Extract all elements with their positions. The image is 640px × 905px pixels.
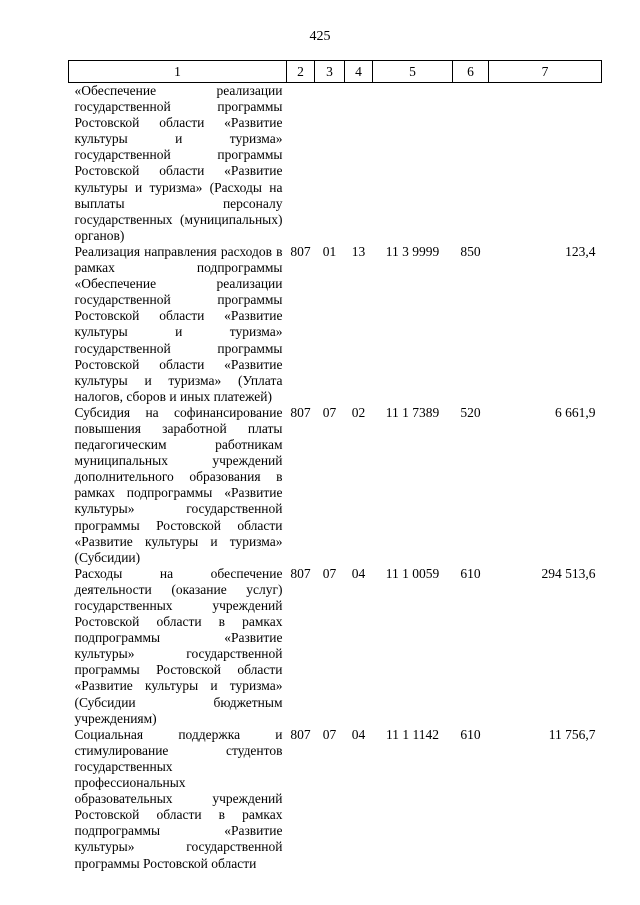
row-code-2: 807 xyxy=(290,565,311,581)
column-header-1: 1 xyxy=(69,61,287,83)
row-code-2: 807 xyxy=(290,726,311,742)
row-amount: 6 661,9 xyxy=(555,404,596,420)
row-code-5: 11 1 7389 xyxy=(385,404,440,420)
row-code-6 xyxy=(453,83,489,244)
row-amount: 11 756,7 xyxy=(548,726,596,742)
row-code-2 xyxy=(287,83,315,244)
row-code-6: 520 xyxy=(460,404,481,420)
row-code-4: 04 xyxy=(351,726,366,742)
row-code-6: 610 xyxy=(460,565,481,581)
row-name: Социальная поддержка и стимулирование студентов государственных профессиональных образовательных учреждений Ростовской области в рамках подпрограммы «Развитие культуры» государственной программы Ростовской области xyxy=(74,726,283,871)
row-amount: 123,4 xyxy=(565,243,596,259)
row-code-6: 850 xyxy=(460,243,481,259)
table-row xyxy=(69,727,602,872)
page-number: 425 xyxy=(309,29,331,44)
row-code-5 xyxy=(373,83,453,244)
row-name: Расходы на обеспечение деятельности (оказание услуг) государственных учреждений Ростовской области в рамках подпрограммы «Развитие культуры» государственной программы Ростовской области «Развитие культуры и туризма» (Субсидии бюджетным учреждениям) xyxy=(74,565,283,726)
row-name: «Обеспечение реализации государственной программы Ростовской области «Развитие культуры и туризма» государственной программы Ростовской области «Развитие культуры и туризма» (Расходы на выплаты персоналу государственных (муниципальных) органов) xyxy=(74,83,283,243)
row-code-5: 11 3 9999 xyxy=(385,243,440,259)
table-row xyxy=(69,83,602,244)
column-header-4: 4 xyxy=(345,61,373,83)
row-name: Реализация направления расходов в рамках подпрограммы «Обеспечение реализации государственной программы Ростовской области «Развитие культуры и туризма» государственной программы Ростовской области «Развитие культуры и туризма» (Уплата налогов, сборов и иных платежей) xyxy=(74,243,283,404)
row-code-3: 07 xyxy=(322,726,337,742)
row-name: Субсидия на софинансирование повышения заработной платы педагогическим работникам муниципальных учреждений дополнительного образования в рамках подпрограммы «Развитие культуры» государственной программы Ростовской области «Развитие культуры и туризма» (Субсидии) xyxy=(74,404,283,565)
table-row xyxy=(69,244,602,405)
column-header-3: 3 xyxy=(315,61,345,83)
column-header-5: 5 xyxy=(373,61,453,83)
row-code-4 xyxy=(345,83,373,244)
column-header-6: 6 xyxy=(453,61,489,83)
table-row xyxy=(69,566,602,727)
row-code-3: 01 xyxy=(322,243,337,259)
row-code-5: 11 1 1142 xyxy=(386,726,439,742)
row-code-4: 02 xyxy=(351,404,366,420)
row-code-3: 07 xyxy=(322,404,337,420)
row-code-4: 13 xyxy=(351,243,366,259)
row-code-6: 610 xyxy=(460,726,481,742)
row-code-2: 807 xyxy=(290,243,311,259)
column-header-2: 2 xyxy=(287,61,315,83)
column-header-7: 7 xyxy=(489,61,602,83)
row-amount: 294 513,6 xyxy=(541,565,596,581)
row-code-2: 807 xyxy=(290,404,311,420)
row-code-5: 11 1 0059 xyxy=(385,565,440,581)
table-header-row xyxy=(69,61,602,83)
row-code-3 xyxy=(315,83,345,244)
table-row xyxy=(69,405,602,566)
budget-table xyxy=(68,60,602,872)
row-code-3: 07 xyxy=(322,565,337,581)
row-amount xyxy=(489,83,602,244)
row-code-4: 04 xyxy=(351,565,366,581)
